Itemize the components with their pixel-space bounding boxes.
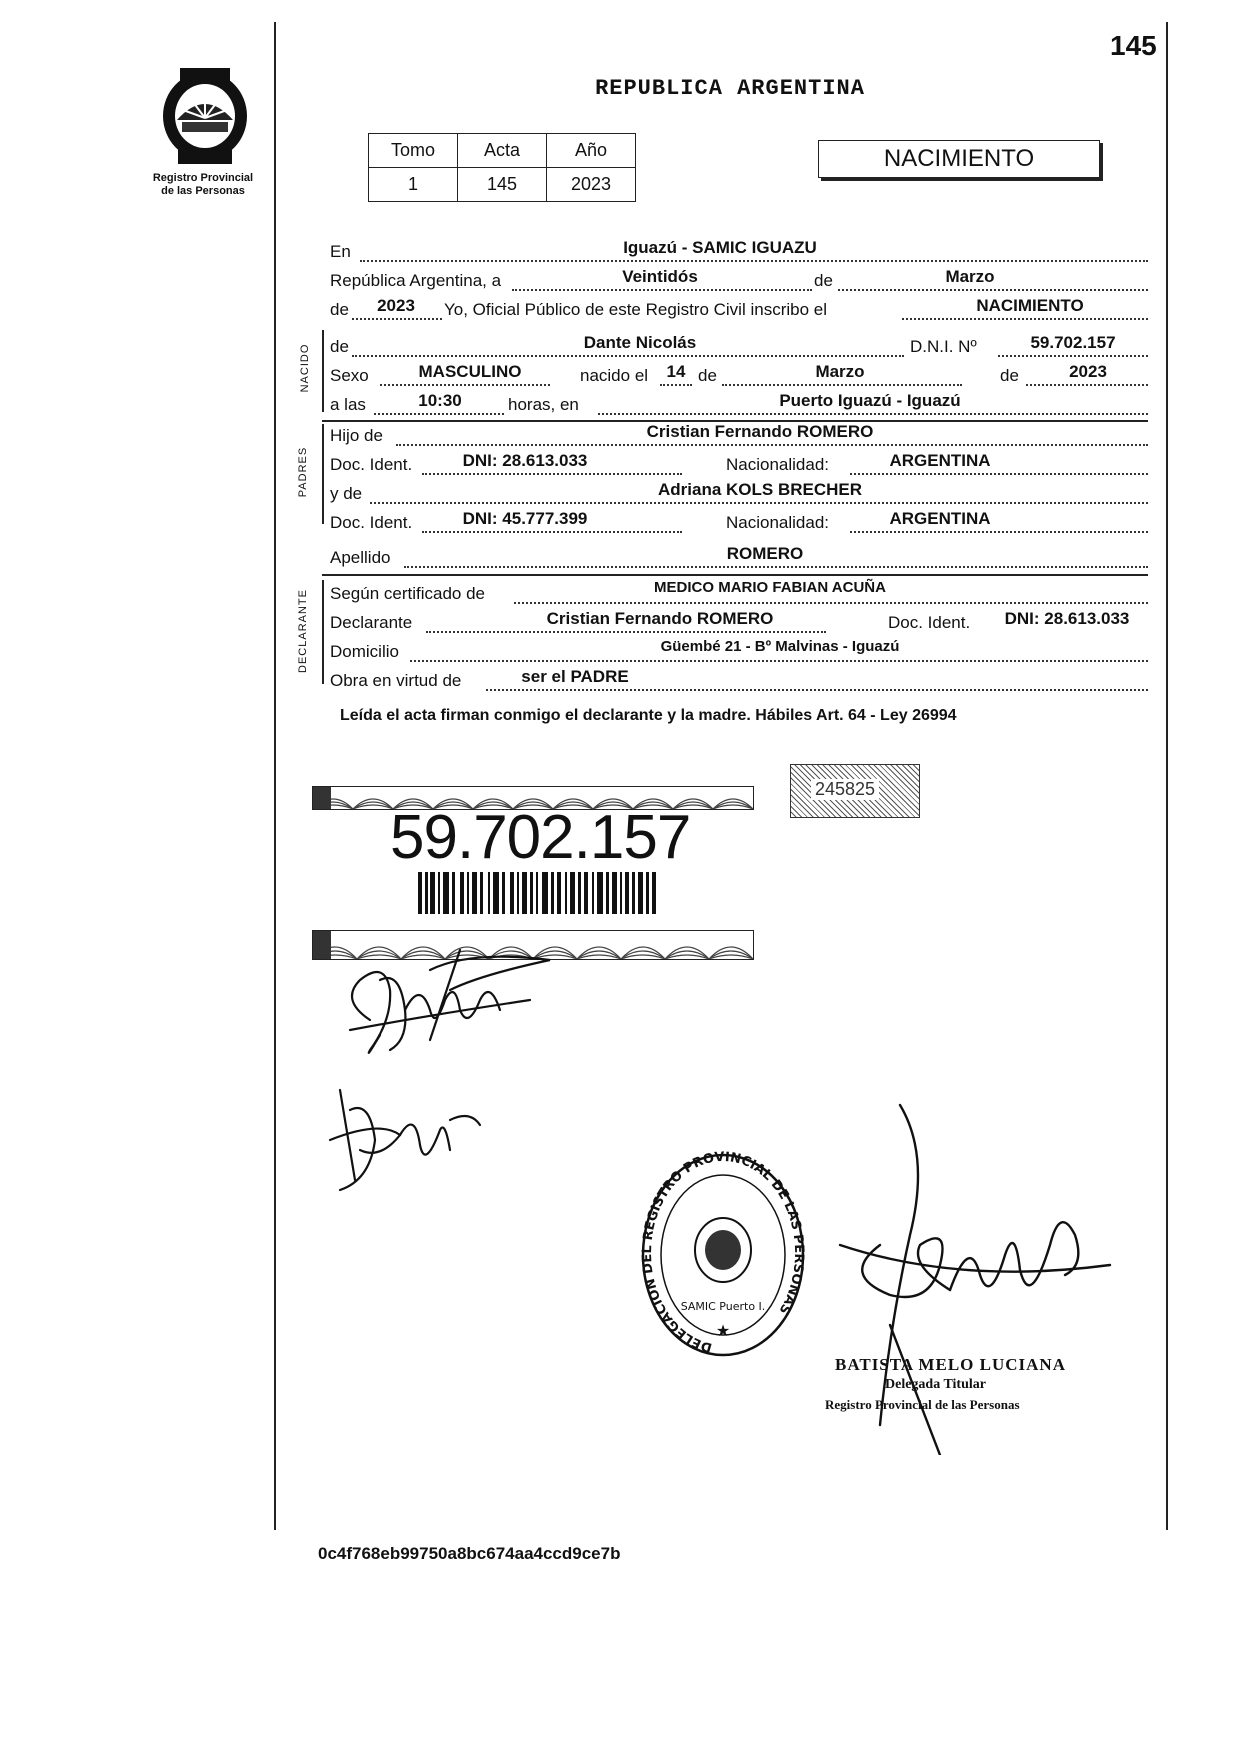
label-dni: D.N.I. Nº bbox=[910, 337, 977, 356]
value-day: Veintidós bbox=[622, 267, 698, 286]
seal-inner-text: SAMIC Puerto I. bbox=[680, 1300, 766, 1313]
page-number: 145 bbox=[1110, 30, 1157, 61]
row-sexo bbox=[330, 362, 1148, 390]
row-madre-doc bbox=[330, 509, 1148, 537]
section-label-nacido: NACIDO bbox=[299, 343, 311, 393]
record-header-anio: Año bbox=[547, 134, 636, 168]
value-inscribo: NACIMIENTO bbox=[976, 296, 1084, 315]
label-sexo: Sexo bbox=[330, 366, 369, 385]
document-hash: 0c4f768eb99750a8bc674aa4ccd9ce7b bbox=[318, 1544, 621, 1563]
label-horas-en: horas, en bbox=[508, 395, 579, 414]
value-birth-month: Marzo bbox=[815, 362, 865, 381]
row-padre-doc bbox=[330, 451, 1148, 479]
signature-declarante-icon bbox=[330, 940, 560, 1070]
row-fecha bbox=[330, 267, 1148, 295]
row-obra bbox=[330, 667, 1148, 695]
value-dni: 59.702.157 bbox=[1030, 333, 1116, 352]
registry-label-line1: Registro Provincial bbox=[152, 172, 254, 184]
value-declarante: Cristian Fernando ROMERO bbox=[546, 609, 774, 628]
row-declarante bbox=[330, 609, 1148, 637]
value-hora: 10:30 bbox=[418, 391, 462, 410]
record-value-anio: 2023 bbox=[547, 168, 636, 202]
label-de-3: de bbox=[330, 337, 349, 356]
misiones-emblem-icon bbox=[150, 58, 260, 168]
label-certificado: Según certificado de bbox=[330, 584, 485, 603]
record-type-box: NACIMIENTO bbox=[818, 140, 1100, 178]
value-padre: Cristian Fernando ROMERO bbox=[646, 422, 874, 441]
official-seal-icon bbox=[638, 1150, 808, 1360]
row-inscripcion bbox=[330, 296, 1148, 324]
label-doc-ident-1: Doc. Ident. bbox=[330, 455, 413, 474]
value-year: 2023 bbox=[377, 296, 415, 315]
value-sexo: MASCULINO bbox=[418, 362, 522, 381]
record-table bbox=[368, 133, 636, 202]
value-madre-nac: ARGENTINA bbox=[889, 509, 991, 528]
signature-madre-icon bbox=[320, 1080, 490, 1200]
label-de-4: de bbox=[698, 366, 717, 385]
registry-label-line2: de las Personas bbox=[161, 185, 245, 197]
label-en: En bbox=[330, 242, 351, 261]
section-label-declarante: DECLARANTE bbox=[297, 589, 309, 673]
value-declarante-doc: DNI: 28.613.033 bbox=[1004, 609, 1130, 628]
record-table-value-row bbox=[369, 168, 636, 202]
label-republica: República Argentina, a bbox=[330, 271, 502, 290]
value-madre: Adriana KOLS BRECHER bbox=[657, 480, 863, 499]
value-certificado: MEDICO MARIO FABIAN ACUÑA bbox=[654, 579, 886, 596]
right-margin-line bbox=[1166, 22, 1168, 1530]
row-hora bbox=[330, 391, 1148, 419]
label-obra: Obra en virtud de bbox=[330, 671, 462, 690]
signer-name: BATISTA MELO LUCIANA bbox=[835, 1355, 1066, 1374]
row-y-de bbox=[330, 480, 1148, 508]
seal-ring-textpath: DELEGACION DEL REGISTRO PROVINCIAL DE LAS PERSONAS bbox=[639, 1150, 807, 1355]
record-header-acta: Acta bbox=[458, 134, 547, 168]
label-nacido-el: nacido el bbox=[580, 366, 649, 385]
value-domicilio: Güembé 21 - Bº Malvinas - Iguazú bbox=[660, 638, 900, 655]
value-madre-doc: DNI: 45.777.399 bbox=[462, 509, 588, 528]
label-hijo-de: Hijo de bbox=[330, 426, 383, 445]
signer-office: Registro Provincial de las Personas bbox=[825, 1397, 1020, 1412]
value-month: Marzo bbox=[945, 267, 995, 286]
record-table-header-row bbox=[369, 134, 636, 168]
value-nombre: Dante Nicolás bbox=[583, 333, 697, 352]
label-doc-ident-3: Doc. Ident. bbox=[888, 613, 971, 632]
value-apellido: ROMERO bbox=[726, 544, 804, 563]
label-nacionalidad-2: Nacionalidad: bbox=[726, 513, 830, 532]
section-label-padres: PADRES bbox=[297, 446, 309, 498]
row-nombre bbox=[330, 333, 1148, 361]
registry-label bbox=[128, 172, 278, 198]
padres-section-bar bbox=[322, 424, 324, 524]
barcode-icon bbox=[418, 872, 656, 914]
label-a-las: a las bbox=[330, 395, 366, 414]
label-declarante: Declarante bbox=[330, 613, 413, 632]
security-code: 245825 bbox=[811, 779, 879, 800]
record-value-acta: 145 bbox=[458, 168, 547, 202]
dni-big-number: 59.702.157 bbox=[390, 803, 691, 872]
record-header-tomo: Tomo bbox=[369, 134, 458, 168]
value-obra: ser el PADRE bbox=[521, 667, 629, 686]
label-de-1: de bbox=[814, 271, 833, 290]
row-domicilio bbox=[330, 638, 1148, 666]
label-doc-ident-2: Doc. Ident. bbox=[330, 513, 413, 532]
row-apellido bbox=[330, 544, 1148, 572]
security-code-box bbox=[790, 764, 920, 818]
value-padre-nac: ARGENTINA bbox=[889, 451, 991, 470]
document-title: REPUBLICA ARGENTINA bbox=[595, 76, 865, 101]
label-domicilio: Domicilio bbox=[330, 642, 399, 661]
nacido-section-bar bbox=[322, 330, 324, 412]
label-de-2: de bbox=[330, 300, 349, 319]
label-de-5: de bbox=[1000, 366, 1019, 385]
label-nacionalidad-1: Nacionalidad: bbox=[726, 455, 830, 474]
seal-star-icon: ★ bbox=[715, 1323, 731, 1340]
signer-role: Delegada Titular bbox=[885, 1377, 986, 1392]
row-en bbox=[330, 238, 1148, 266]
value-birth-day: 14 bbox=[666, 362, 686, 381]
separator-apellido bbox=[322, 574, 1148, 576]
closing-text: Leída el acta firman conmigo el declarante y la madre. Hábiles Art. 64 - Ley 26994 bbox=[340, 707, 957, 724]
value-lugar: Puerto Iguazú - Iguazú bbox=[779, 391, 961, 410]
row-certificado bbox=[330, 579, 1148, 608]
row-hijo-de bbox=[330, 422, 1148, 450]
value-padre-doc: DNI: 28.613.033 bbox=[462, 451, 588, 470]
value-birth-year: 2023 bbox=[1069, 362, 1107, 381]
label-y-de: y de bbox=[330, 484, 363, 503]
declarante-section-bar bbox=[322, 580, 324, 684]
value-en: Iguazú - SAMIC IGUAZU bbox=[623, 238, 817, 257]
signer-block bbox=[825, 1355, 1066, 1415]
record-value-tomo: 1 bbox=[369, 168, 458, 202]
label-apellido: Apellido bbox=[330, 548, 391, 567]
left-margin-line bbox=[274, 22, 276, 1530]
label-oficial: Yo, Oficial Público de este Registro Civil inscribo el bbox=[444, 300, 827, 319]
